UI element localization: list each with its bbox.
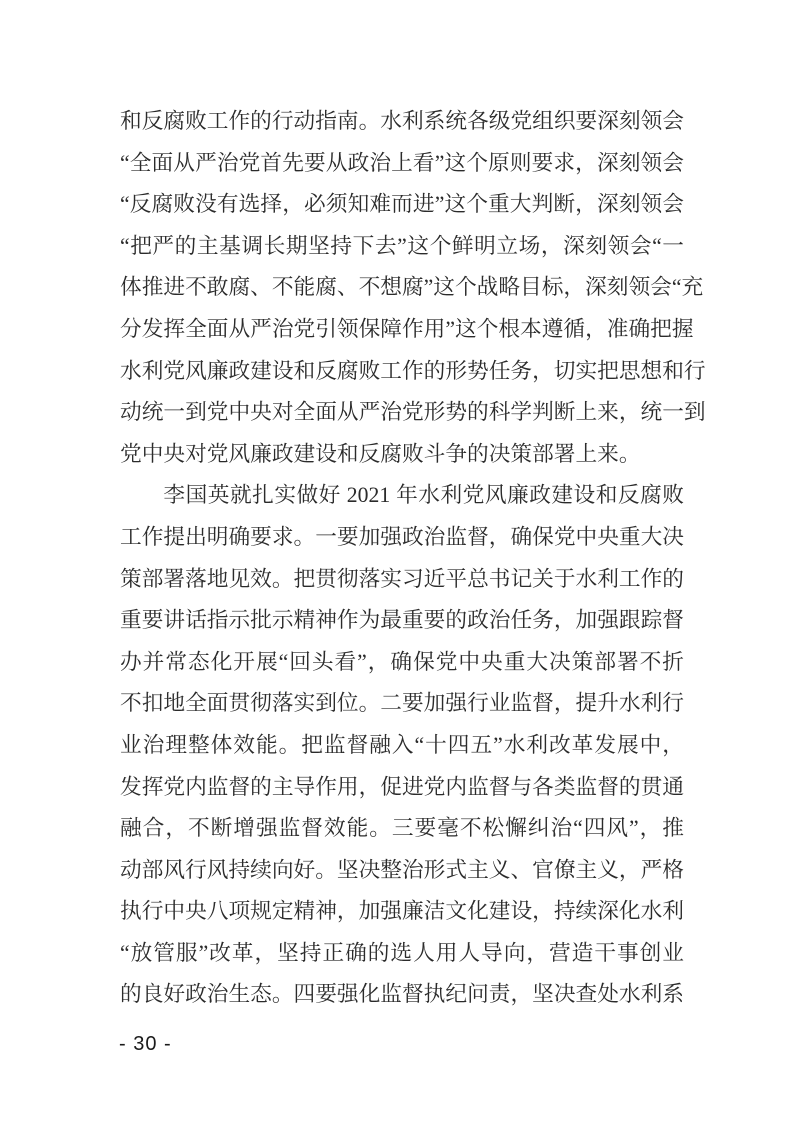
text-line: 水利党风廉政建设和反腐败工作的形势任务，切实把思想和行 xyxy=(120,358,706,383)
text-line-paragraph-end: 党中央对党风廉政建设和反腐败斗争的决策部署上来。 xyxy=(120,441,641,466)
text-line: 工作提出明确要求。一要加强政治监督，确保党中央重大决 xyxy=(120,524,684,549)
text-line: “放管服”改革，坚持正确的选人用人导向，营造干事创业 xyxy=(120,940,684,965)
text-line: 动部风行风持续向好。坚决整治形式主义、官僚主义，严格 xyxy=(120,857,684,882)
text-line: 发挥党内监督的主导作用，促进党内监督与各类监督的贯通 xyxy=(120,774,684,799)
text-line: 和反腐败工作的行动指南。水利系统各级党组织要深刻领会 xyxy=(120,109,684,133)
text-line: 办并常态化开展“回头看”，确保党中央重大决策部署不折 xyxy=(120,649,684,674)
text-line: 体推进不敢腐、不能腐、不想腐”这个战略目标，深刻领会“充 xyxy=(120,275,704,300)
text-line-paragraph-start: 李国英就扎实做好 2021 年水利党风廉政建设和反腐败 xyxy=(163,483,684,508)
text-line: 的良好政治生态。四要强化监督执纪问责，坚决查处水利系 xyxy=(120,982,684,1007)
text-line: 执行中央八项规定精神，加强廉洁文化建设，持续深化水利 xyxy=(120,899,684,924)
text-line: “反腐败没有选择，必须知难而进”这个重大判断，深刻领会 xyxy=(120,192,684,217)
text-line: 不扣地全面贯彻落实到位。二要加强行业监督，提升水利行 xyxy=(120,691,684,716)
text-line: 重要讲话指示批示精神作为最重要的政治任务，加强跟踪督 xyxy=(120,608,684,633)
text-line: 策部署落地见效。把贯彻落实习近平总书记关于水利工作的 xyxy=(120,566,684,591)
page-number: - 30 - xyxy=(119,1033,172,1055)
body-text xyxy=(120,101,706,1016)
text-line: 融合，不断增强监督效能。三要毫不松懈纠治“四风”，推 xyxy=(120,816,684,841)
text-line: “把严的主基调长期坚持下去”这个鲜明立场，深刻领会“一 xyxy=(120,233,684,258)
text-line: “全面从严治党首先要从政治上看”这个原则要求，深刻领会 xyxy=(120,150,684,175)
text-line: 业治理整体效能。把监督融入“十四五”水利改革发展中， xyxy=(120,732,684,757)
text-line: 动统一到党中央对全面从严治党形势的科学判断上来，统一到 xyxy=(120,400,706,425)
text-line: 分发挥全面从严治党引领保障作用”这个根本遵循，准确把握 xyxy=(120,316,694,341)
